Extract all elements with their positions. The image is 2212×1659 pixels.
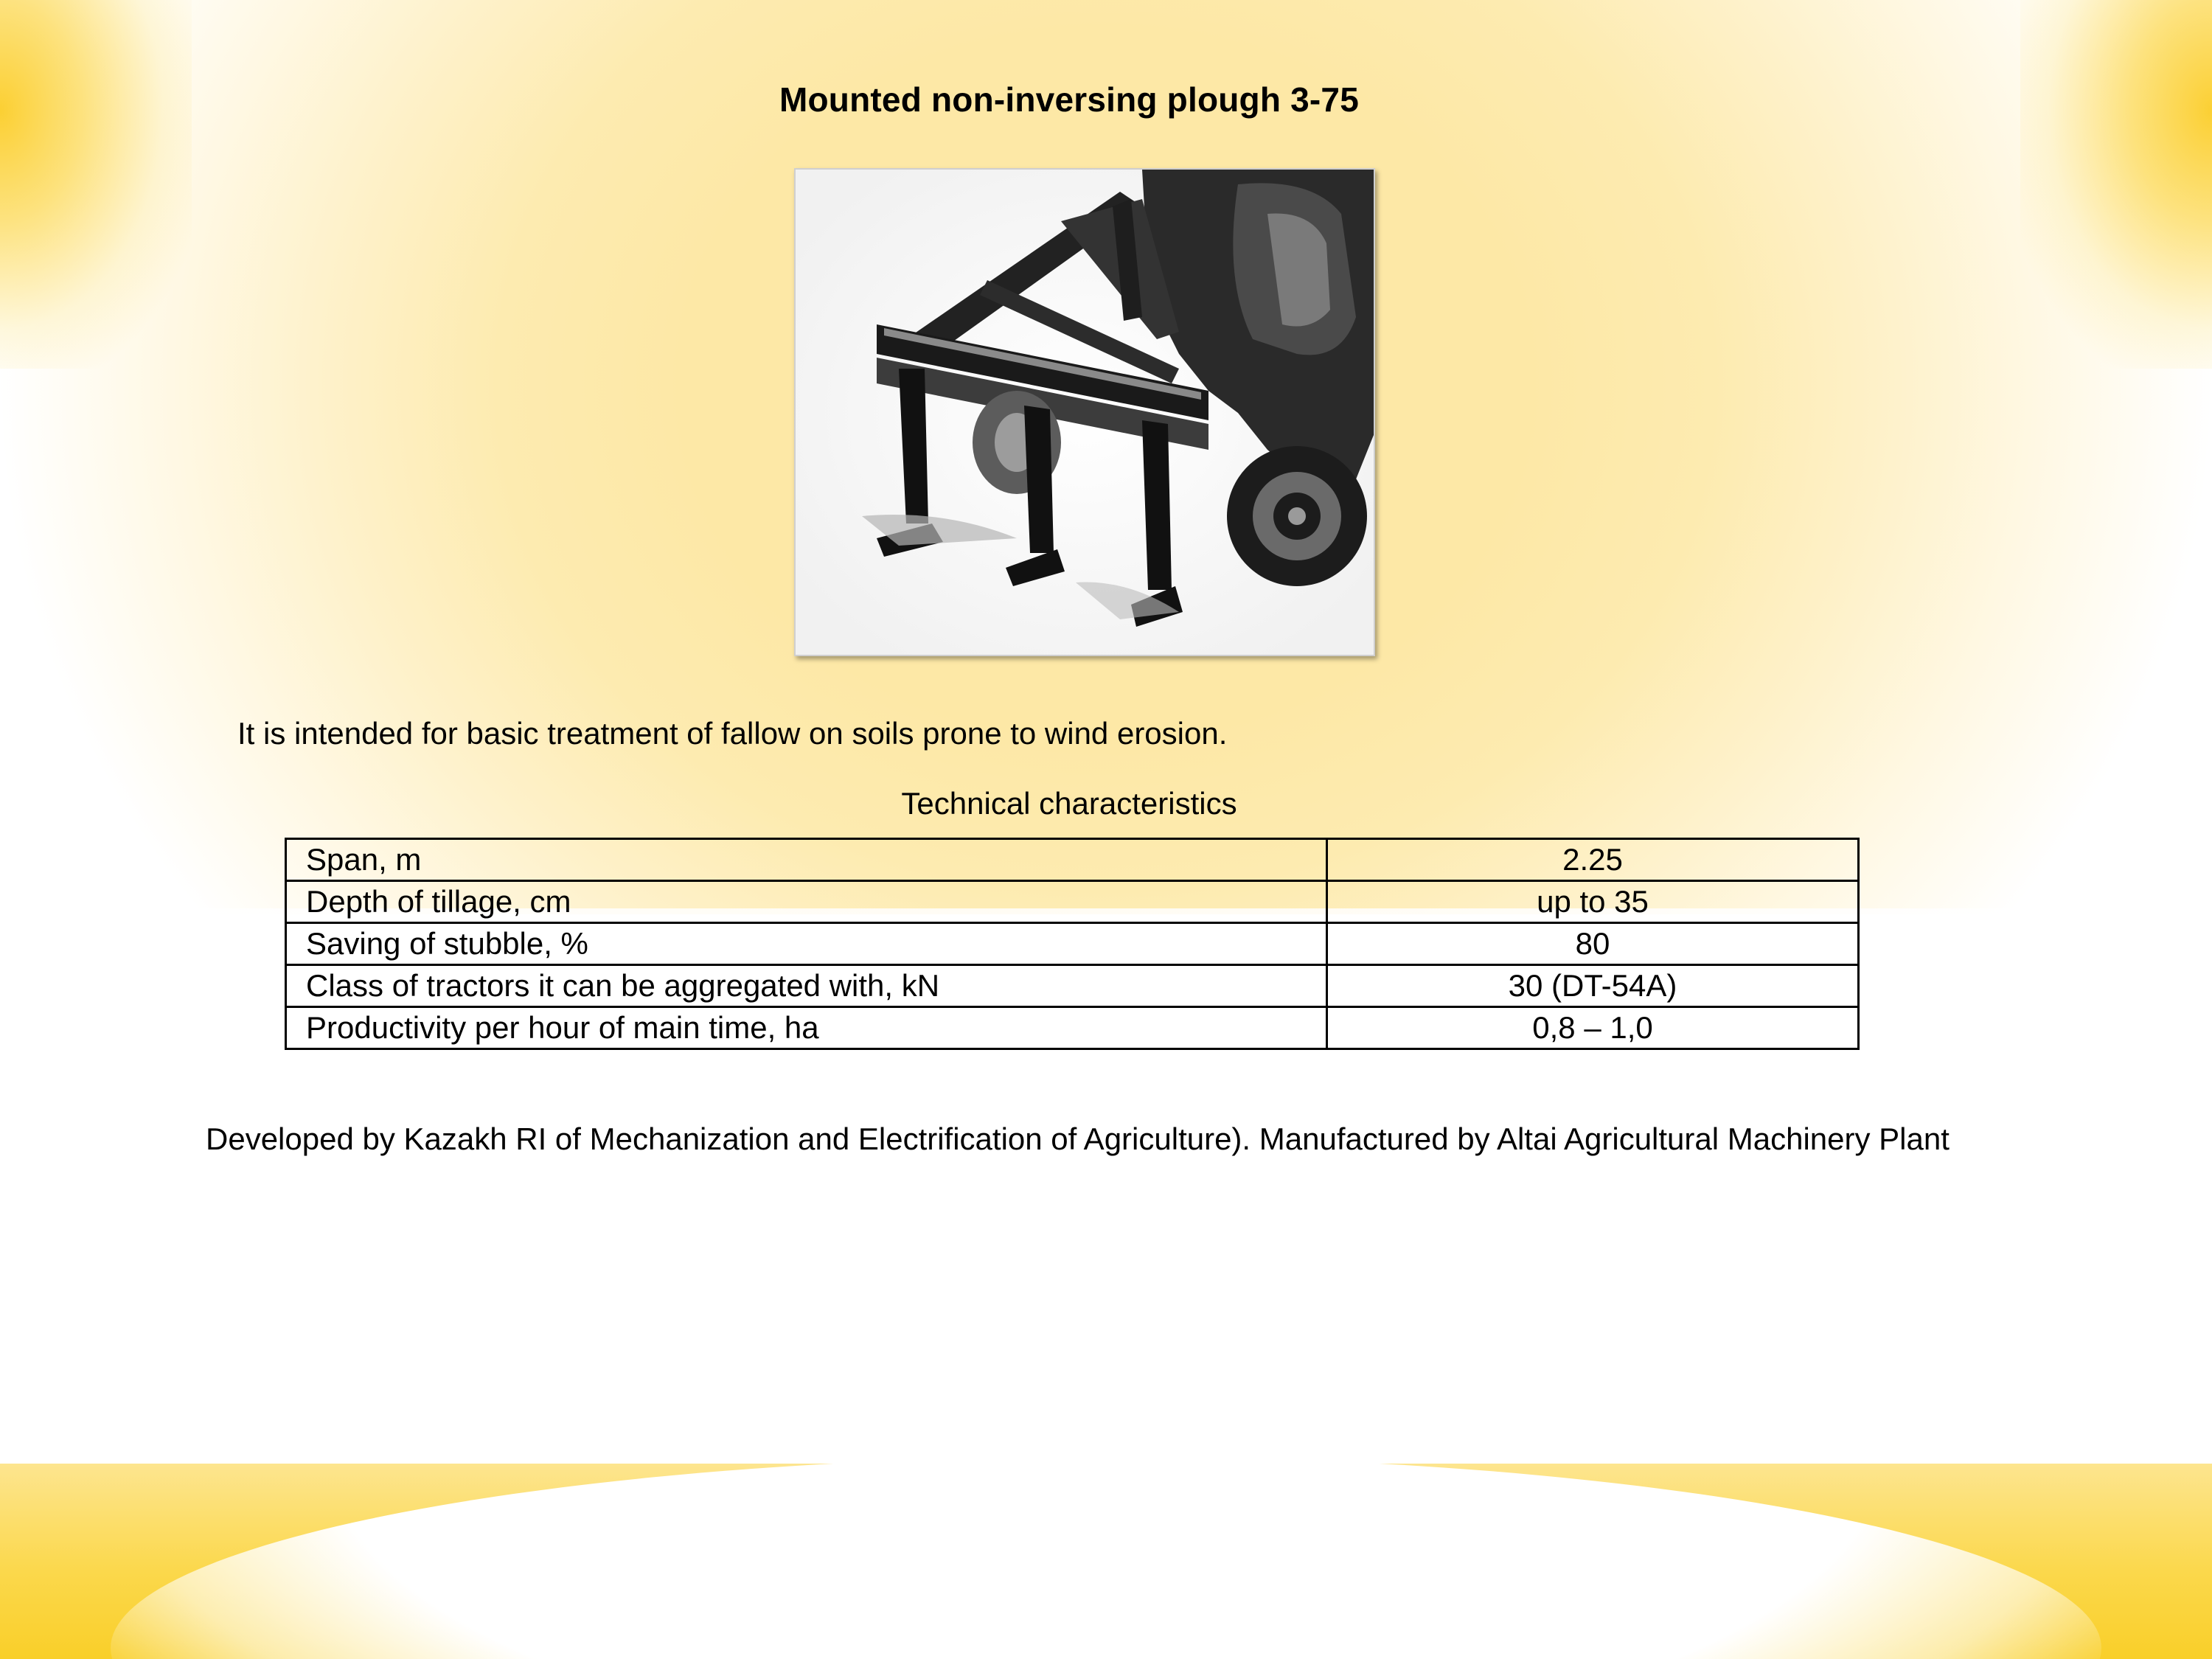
page-title: Mounted non-inversing plough 3-75 (779, 80, 1360, 119)
footer-note: Developed by Kazakh RI of Mechanization and Electrification of Agriculture). Manufactured by Altai Agricultural Machinery Plant (206, 1121, 1950, 1156)
spec-label: Span, m (286, 839, 1327, 881)
table-caption: Technical characteristics (901, 786, 1237, 821)
specifications-table (285, 838, 1860, 1050)
spec-value: 0,8 – 1,0 (1327, 1007, 1859, 1049)
table-row (286, 1007, 1859, 1049)
table-row (286, 881, 1859, 923)
intro-text: It is intended for basic treatment of fallow on soils prone to wind erosion. (237, 716, 1228, 751)
table-row (286, 839, 1859, 881)
spec-value: 2.25 (1327, 839, 1859, 881)
spec-label: Depth of tillage, cm (286, 881, 1327, 923)
spec-label: Class of tractors it can be aggregated with, kN (286, 965, 1327, 1007)
spec-label: Productivity per hour of main time, ha (286, 1007, 1327, 1049)
spec-value: 30 (DT-54A) (1327, 965, 1859, 1007)
spec-value: up to 35 (1327, 881, 1859, 923)
plough-photo-icon (796, 170, 1374, 655)
table-row (286, 923, 1859, 965)
plough-photo (794, 168, 1375, 656)
table-row (286, 965, 1859, 1007)
spec-label: Saving of stubble, % (286, 923, 1327, 965)
spec-value: 80 (1327, 923, 1859, 965)
